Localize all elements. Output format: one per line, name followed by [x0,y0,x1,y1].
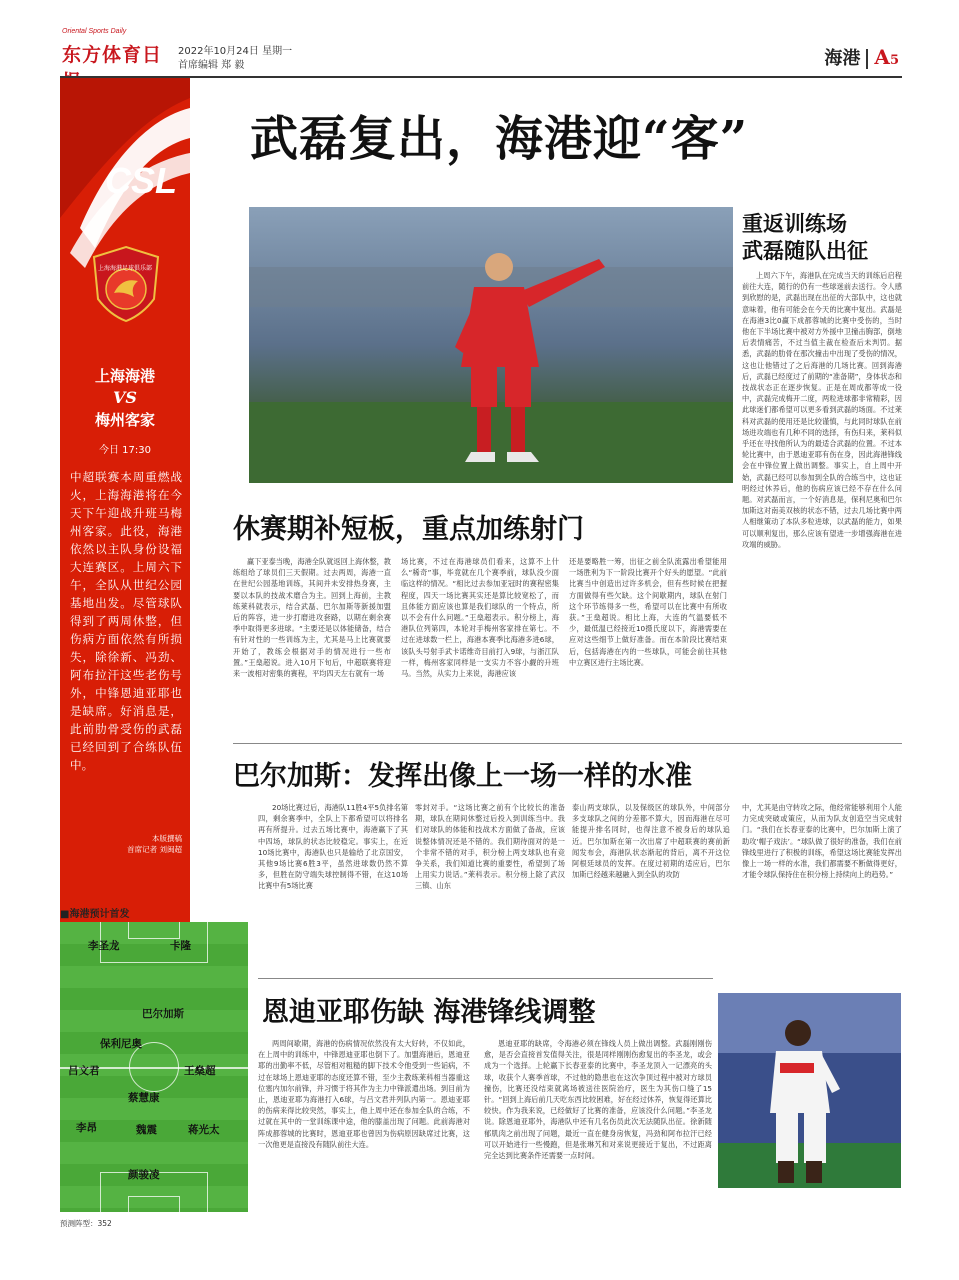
sub3-body-col3: 泰山两支球队，以及保级区的球队外，中间部分多支球队之间的分差都不算大，因而海港在尽可能提升排名同时，也得注意不被身后的球队追近。巴尔加斯在第一次出席了中超联赛的赛前新闻发布会，海港队状态渐起的背后，离不开这位阿根廷球员的发挥。在度过初期的适应后，巴尔加斯已经越来越融入到全队的攻防 [572,803,730,880]
sub3-body-col1: 20场比赛过后，海港队11胜4平5负排名第四，剩余赛季中，全队上下都希望可以将排名再有所提升。过去五场比赛中，海港赢下了其中四场，球队的状态比较稳定。事实上，在近10场比赛中，海港队也只是输给了北京国安，其他9场比赛6胜3平，虽然进球数仍然不算多，但胜在防守端失球控制得不错，在这10场比赛中有5场比赛 [258,803,408,891]
masthead-title: 东方体育日 [62,44,163,66]
sub2-body-col1: 赢下亚泰当晚，海港全队就返回上海休整，教练组给了球员们三天假期。过去两周，海港一直在世纪公园基地训练，其间并未安排热身赛，主要以本队的技战术磨合为主。回到上海前，主教练莱科就表示，结合武磊、巴尔加斯等新援加盟后的阵容，进一步打磨进攻套路，以期在剩余赛季中取得更多进球。“主要还是以体能储备，结合有针对性的一些训练为主，尤其是马上比赛就要开始了，教练会根据对手的情况进行一些布置。”王燊超说。进入10月下旬后，中超联赛将迎来一波相对密集的赛程，平均四天左右就有一场 [233,557,391,679]
sub2-body-col3: 还是要略胜一筹，出征之前全队流露出希望能用一场胜利为下一阶段比赛开个好头的愿望。“此前比赛当中创造出过许多机会，但有些时候在把握方面做得有些欠缺。这个间歇期内，球队在射门这个环节练得多一些，希望可以在比赛中有所收获。”王燊超说。相比上海，大连的气温要低不少，最低温已经接近10摄氏度以下，海港需要在应对这些细节上做好准备。而在本阶段比赛结束后，包括海港在内的一些球队，可能会前往其他中立赛区进行主场比赛。 [569,557,727,667]
player-name: 蒋光太 [188,1124,220,1136]
subhead-1-line2: 武磊随队出征 [742,238,868,263]
formation-label: 预测阵型：352 [60,1219,112,1228]
page-number: A5 [874,45,899,69]
section-label [824,44,899,70]
sub4-body-col1: 两周间歇期，海港的伤病情况依然没有太大好转，不仅如此，在上周中的训练中，中锋恩迪亚耶也倒下了。加盟海港后，恩迪亚耶的出勤率不低，尽管相对粗糙的脚下技术令他受到一些诟病，不过在球场上恩迪亚耶的态度还算不错，至少主教练莱科相当器重这位塞内加尔前锋，并习惯于将其作为主力中锋派遣出场。到目前为止，恩迪亚耶为海港打入6球，与吕文君并列队内第一。恩迪亚耶的伤病来得比较突然，事实上，他上周中还在参加全队的合练，不过就在其中的一堂训练课中途，他的膝盖出现了问题。此前海港对阵成都蓉城的比赛时，恩迪亚耶也曾因为伤病原因缺席过比赛，这一次他更是直接没有随队前往大连。 [258,1039,470,1149]
subhead-4: 恩迪亚耶伤缺 海港锋线调整 [262,997,596,1028]
sub4-body-col2: 恩迪亚耶的缺席，令海港必须在锋线人员上做出调整。武磊刚刚伤愈，是否会直接首发值得关注，很是同样刚刚伤愈复出的李圣龙，或会成为一个选择。上轮赢下长春亚泰的比赛中，李圣龙顶入一记漂亮的头球，收获个人赛季首球，不过他的隐患也在这次争顶过程中被对方球员撞伤，比赛还没结束就离场被送往医院治疗，医生为其伤口缝了15针。“回到上海后前几天吃东西比较困难，好在经过休养，恢复得还算比较快。作为我来说，已经做好了比赛的准备，应该没什么问题。”李圣龙说。除恩迪亚耶外，海港队中还有几名伤员此次无法随队出征。徐新随郁肌肉之前出现了问题，最近一直在健身房恢复，冯劲和阿布拉汗已经可以开始进行一些慢跑，但是张琳艽和对来说更接近于复出，不过距离完全达到比赛条件还需要一点时间。 [484,1039,712,1161]
section-name: 海港 [824,48,861,69]
headline: 武磊复出，海港迎“客” [250,111,749,167]
byline-author: 首席记者 刘闽超 [127,845,182,854]
masthead [62,28,172,70]
kickoff-time: 今日 17:30 [99,445,151,456]
issue-date: 2022年10月24日 星期一 [178,46,293,57]
vs-label: VS [113,388,137,407]
sub2-body-col2: 场比赛，不过在海港球员们看来，这算不上什么“稀奇”事，毕竟就在几个赛季前，球队没少面临这样的情况。“相比过去参加亚冠时的赛程密集程度，四天一场比赛其实还是算比较宽松了，而且体能方面应该也算是我们球队的一个特点，所以不会有什么问题。”王燊超表示。积分榜上，海港队位列第四，本轮对手梅州客家排在第七。不过在进球数一栏上，海港本赛季比海港多进6球，该队头号射手武卡诺维奇目前打入9球，与浙江队一样，梅州客家同样是一支实力不容小觑的升班马。当然，从实力上来说，海港应该 [401,557,559,679]
player-name: 卡隆 [170,940,191,952]
sub3-body-col4: 中，尤其是由守转攻之际，他经常能够利用个人能力完成突破或策应，从而为队友创造空当完成射门。“我们在长春亚泰的比赛中，巴尔加斯上演了助攻‘帽子戏法’。“球队做了很好的准备，我们在前锋线里进行了积极的训练，希望这场比赛能发挥出像上一场一样的水准，我们都需要不断做得更好，才能令球队保持住在积分榜上持续向上的趋势。” [742,803,902,880]
home-team: 上海海港 [94,367,155,385]
player-name: 李昂 [76,1122,97,1134]
csl-logo: CSL [105,160,177,201]
formation-pitch [60,922,248,1212]
player-name: 颜骏凌 [128,1169,160,1181]
subhead-1 [742,210,868,264]
player-name: 巴尔加斯 [142,1008,184,1020]
formation-title: ■海港预计首发 [60,909,130,920]
player-name: 吕文君 [68,1065,100,1077]
wu-lei-celebration-photo [249,207,733,483]
divider [233,743,902,744]
issue-info [178,45,292,73]
player-name: 蔡慧康 [128,1092,160,1104]
club-badge-icon [86,243,166,323]
badge-text: 上海海港足球俱乐部 [97,265,152,272]
subhead-2: 休赛期补短板，重点加练射门 [233,514,584,545]
player-name: 王燊超 [184,1065,216,1077]
ndiaye-player-photo [718,993,901,1188]
sidebar-intro: 中超联赛本周重燃战火，上海海港将在今天下午迎战升班马梅州客家。此役，海港依然以主队身份设福大连赛区。上周六下午，全队从世纪公园基地出发。尽管球队得到了两周休整，但伤病方面依然有所损失，除徐新、冯劲、阿布拉汗这些老伤号外，中锋恩迪亚耶也是缺席。好消息是，此前肋骨受伤的武磊已经回到了合练队伍中。 [70,470,182,772]
masthead-small: Oriental Sports Daily [62,28,127,35]
issue-editors: 首席编辑 郑 毅 [178,60,245,71]
subhead-3: 巴尔加斯：发挥出像上一场一样的水准 [233,761,692,792]
match-block [60,365,190,456]
sub1-body: 上周六下午，海港队在完成当天的训练后启程前往大连，随行的仍有一些球迷前去送行。令人感到欣慰的是，武磊出现在出征的大部队中，这也就意味着，他有可能会在今天的比赛中复出。武磊是在海港3比0赢下成都蓉城的比赛中受伤的，当时他在下半场比赛中被对方外援中卫撞击胸部，倒地后表情痛苦，不过当值主裁在检查后未判罚。据悉，武磊的肋骨在那次撞击中出现了受伤的情况，这也让他错过了之后海港的几场比赛。回到海港后，武磊已经度过了前期的“准备期”，身体状态和技战状态正在逐步恢复。正是在周成都等成一役中，武磊完成梅开二度，两粒进球都非常精彩，因此球迷们都希望可以更多看到武磊的场面。不过莱科对武磊的使用还是比较谨慎，与此同时球队在前场进攻端也有几种不同的选择，有伤归来，莱科似乎还在寻找他所认为的最适合武磊的位置。不过本轮比赛中，由于恩迪亚耶有伤在身，因此海港锋线会在中锋位置上做出调整。事实上，自上周中开始，武磊已经可以参加到全队的合练当中，这也证明经过休养后，他的伤病应该已经不存在什么问题。对武磊而言，一个好消息是，保利尼奥和巴尔加斯这对南美双核的状态不错，过去几场比赛中两人相继策动了本队多粒进球，以武磊的能力，如果可以顺利复出，那么应该有望进一步增强海港在进攻端的威胁。 [742,271,902,549]
byline [70,833,182,855]
player-name: 李圣龙 [88,940,120,952]
away-team: 梅州客家 [94,411,155,429]
subhead-1-line1: 重返训练场 [742,211,847,236]
divider [258,978,713,979]
byline-title: 本版撰稿 [152,834,182,843]
page-header [0,0,959,80]
sub3-body-col2: 零封对手。“这场比赛之前有个比较长的准备期，球队在期间休整过后投入到训练当中。我们对球队的体能和技战术方面做了备战，应该说整体情况还是不错的。我们期待面对的是一个非常不错的对手，积分榜上两支球队也有竞争关系，我们知道比赛的重要性，希望到了场上用实力说话。”莱科表示。积分榜上除了武汉三镇、山东 [415,803,565,891]
player-name: 魏震 [136,1124,157,1136]
player-name: 保利尼奥 [100,1038,142,1050]
